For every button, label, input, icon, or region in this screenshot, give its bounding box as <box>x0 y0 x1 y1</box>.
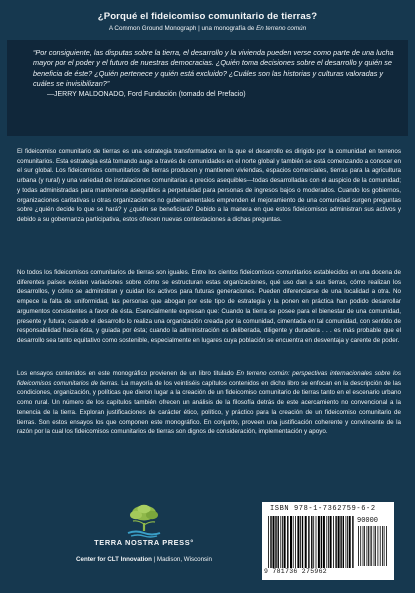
barcode-bar <box>275 516 276 568</box>
body-paragraph-1: El fideicomiso comunitario de tierras es una estrategia transformadora en la que el desarrollo es dirigido por la comunidad en terrenos comunitarios. Esta estrategia está tomando auge a través de comunidades en el norte global y también se está comenzando a conocer en el sur global. Los fideicomisos comunitarios de tierras producen y mantienen viviendas, espacios comerciales, tierras para la agricultura urbana (y rural) y una variedad de instalaciones comunitarias a precios asequibles—todas desarrolladas con el auspicio de la comunidad; y todas administradas para mantenerse asequibles a perpetuidad para personas de ingresos bajos o moderados. Cuando los gobiernos, organizaciones caritativas u otras organizaciones no gubernamentales emprenden el mejoramiento de una comunidad surgen preguntas sobre ¿quién decide lo que se hará? y ¿quién se beneficiará? Debido a la manera en que estos fideicomisos administran sus activos y debido a su gobernanza participativa, estos ofrecen nuevas contestaciones a dichas preguntas. <box>17 148 401 223</box>
subtitle-text: A Common Ground Monograph | una monografía de <box>108 25 257 32</box>
center-location: | Madison, Wisconsin <box>151 556 212 563</box>
barcode-bar <box>293 516 294 568</box>
barcode-bar <box>328 516 329 568</box>
barcode-bar <box>338 516 340 568</box>
barcode-bar <box>282 516 283 568</box>
barcode-bar <box>335 516 336 568</box>
barcode-bar <box>346 516 347 568</box>
barcode-bar <box>360 526 361 566</box>
book-title-italic: En terreno común: perspectivas internacionales sobre los fideicomisos comunitarios de tierras. <box>17 370 401 387</box>
publisher-name: TERRA NOSTRA PRESS° <box>94 538 194 547</box>
center-name: Center for CLT Innovation <box>76 556 152 563</box>
barcode-bar <box>318 516 320 568</box>
barcode-bar <box>343 516 344 568</box>
barcode-bar <box>374 526 375 566</box>
price-code: 90000 <box>357 517 379 525</box>
barcode-bar <box>273 516 275 568</box>
barcode-bar <box>284 516 286 568</box>
quote-box <box>7 40 408 136</box>
barcode-bar <box>378 526 379 566</box>
quote-attribution: —JERRY MALDONADO, Ford Fundación (tomado del Prefacio) <box>47 90 246 98</box>
barcode-bar <box>302 516 303 568</box>
barcode-box <box>262 502 394 580</box>
subtitle <box>0 25 415 32</box>
barcode-bar <box>270 516 271 568</box>
ean-number: 9 781736 275962 <box>264 568 328 575</box>
barcode-bar <box>297 516 299 568</box>
barcode-bar <box>308 516 309 568</box>
barcode-bar <box>280 516 281 568</box>
barcode-bar <box>340 516 341 568</box>
quote-text: “Por consiguiente, las disputas sobre la tierra, el desarrollo y la vivienda pueden verse como parte de una lucha mayor por el poder y el futuro de nuestras democracias. ¿Quién toma decisiones sobre el desarrollo y quién se beneficia de éste? ¿Quién pertenece y quién está excluido? ¿Cuáles son las historias y culturas valoradas y cuáles se invisibilizan?” <box>33 48 394 89</box>
barcode-bar <box>368 526 369 566</box>
barcode-bar <box>287 516 288 568</box>
barcode-bar <box>367 526 368 566</box>
barcode-bar <box>352 516 353 568</box>
barcode-bar <box>370 526 371 566</box>
ean-barcode-icon <box>268 516 354 568</box>
barcode-bar <box>323 516 325 568</box>
barcode-bar <box>313 516 314 568</box>
barcode-bar <box>358 526 359 566</box>
subtitle-book-title: En terreno común <box>256 25 307 32</box>
addon-barcode-icon <box>358 526 388 566</box>
barcode-bar <box>290 516 292 568</box>
barcode-bar <box>316 516 317 568</box>
barcode-bar <box>321 516 322 568</box>
barcode-bar <box>363 526 364 566</box>
body-paragraph-2: No todos los fideicomisos comunitarios de tierras son iguales. Entre los cientos fideicomisos comunitarios establecidos en una docena de diferentes países existen variaciones sobre cómo se estructuran estas organizaciones, qué uso dan a sus tierras, cómo realizan los desarrollos, y cómo se administran y cuidan los activos para futuras generaciones. Pueden diferenciarse de una localidad a otra. No empece la falta de uniformidad, las personas que abogan por este tipo de estrategia y la ponen en práctica han podido desarrollar argumentos consistentes a favor de ésta. Esencialmente expresan que: Cuando la tierra se posee para el bienestar de una comunidad, presente y futura; cuando el desarrollo lo realiza una organización creada por la comunidad, cimentada en tal comunidad, con sentido de responsabilidad hacia ésta, y guiada por ésta; cuando la administración es deliberada, diligente y duradera . . . es más probable que el desarrollo sea tanto equitativo como sostenible, especialmente en lugares cuya población se encuentra en desventaja y carente de poder. <box>17 269 401 344</box>
tree-logo-icon <box>124 500 164 538</box>
barcode-bar <box>349 516 351 568</box>
barcode-bar <box>305 516 307 568</box>
barcode-bar <box>295 516 296 568</box>
barcode-bar <box>364 526 365 566</box>
body-paragraph-3 <box>17 369 401 437</box>
page-title: ¿Porqué el fideicomiso comunitario de tierras? <box>97 11 318 22</box>
barcode-bar <box>375 526 376 566</box>
barcode-bar <box>380 526 381 566</box>
body-paragraph-3-start: Los ensayos contenidos en este monográfico provienen de un libro titulado <box>17 370 237 377</box>
barcode-bar <box>382 526 383 566</box>
barcode-bar <box>268 516 269 568</box>
barcode-bar <box>386 526 387 566</box>
publisher-location <box>44 556 244 563</box>
barcode-bar <box>278 516 279 568</box>
barcode-bar <box>330 516 332 568</box>
barcode-bar <box>384 526 385 566</box>
isbn-label: ISBN 978-1-7362759-6-2 <box>270 505 376 513</box>
body-paragraph-3-end: La mayoría de los veintiséis capítulos contenidos en dicho libro se enfocan en la descripción de las condiciones, organización, y políticas que dieron lugar a la creación de un fideicomiso comunitario de tierras tanto en el escenario urbano como rural. Un número de los capítulos también ofrecen un análisis de la filosofía detrás de este acercamiento no convencional a la tenencia de la tierra. Exploran justificaciones de carácter ético, político, y práctico para la creación de un fideicomiso comunitario de tierras. Son estos ensayos los que componen este monográfico. En conjunto, proveen una justificación coherente y convincente de la razón por la cual los fideicomisos comunitarios de tierras son dignos de consideración, implementación y apoyo. <box>17 379 401 436</box>
barcode-bar <box>333 516 334 568</box>
barcode-bar <box>347 516 348 568</box>
barcode-bar <box>311 516 312 568</box>
barcode-bar <box>326 516 327 568</box>
barcode-bar <box>371 526 372 566</box>
barcode-bar <box>300 516 301 568</box>
